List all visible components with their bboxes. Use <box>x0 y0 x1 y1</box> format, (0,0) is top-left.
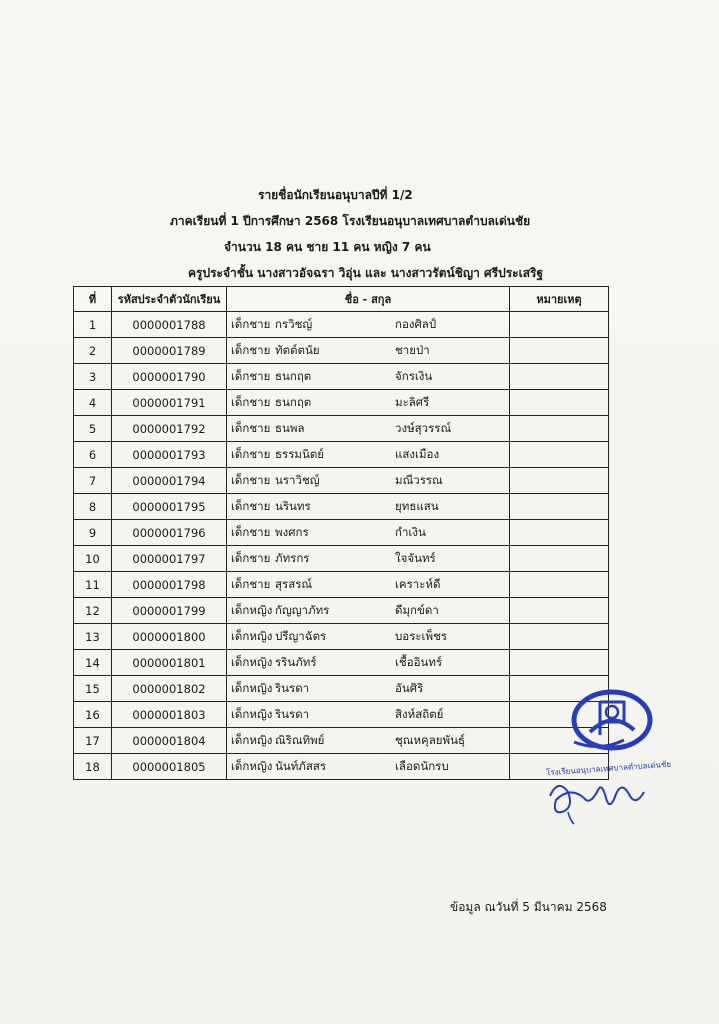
row-number: 9 <box>74 520 112 546</box>
gender-prefix: เด็กชาย <box>231 368 271 383</box>
gender-prefix: เด็กชาย <box>231 446 271 461</box>
first-name: ปรีญาฉัตร <box>275 628 327 643</box>
first-name: ธนพล <box>275 420 305 435</box>
student-name <box>227 390 510 416</box>
row-number: 4 <box>74 390 112 416</box>
student-id: 0000001793 <box>112 442 227 468</box>
last-name: บอระเพ็ชร <box>395 628 448 643</box>
student-name <box>227 728 510 754</box>
row-number: 1 <box>74 312 112 338</box>
last-name: ใจจันทร์ <box>395 550 436 565</box>
table-row <box>74 728 609 754</box>
student-name <box>227 520 510 546</box>
student-id: 0000001797 <box>112 546 227 572</box>
last-name: สิงห์สถิตย์ <box>395 706 444 721</box>
gender-prefix: เด็กชาย <box>231 498 271 513</box>
first-name: นราวิชญ์ <box>275 472 320 487</box>
student-name <box>227 572 510 598</box>
note-cell <box>510 390 609 416</box>
column-header-student-id: รหัสประจำตัวนักเรียน <box>112 287 227 312</box>
last-name: วงษ์สุวรรณ์ <box>395 420 452 435</box>
note-cell <box>510 442 609 468</box>
last-name: มะลิศรี <box>395 394 430 409</box>
count-line: จำนวน 18 คน ชาย 11 คน หญิง 7 คน <box>224 240 431 254</box>
first-name: ธนกฤต <box>275 368 312 383</box>
first-name: นรินทร <box>275 498 311 513</box>
note-cell <box>510 598 609 624</box>
table-row <box>74 702 609 728</box>
row-number: 17 <box>74 728 112 754</box>
first-name: สุรสรณ์ <box>275 576 313 591</box>
last-name: กำเงิน <box>395 524 426 539</box>
student-id: 0000001802 <box>112 676 227 702</box>
gender-prefix: เด็กชาย <box>231 472 271 487</box>
student-name <box>227 702 510 728</box>
row-number: 2 <box>74 338 112 364</box>
gender-prefix: เด็กชาย <box>231 420 271 435</box>
first-name: กรวิชญ์ <box>275 316 313 331</box>
student-id: 0000001803 <box>112 702 227 728</box>
first-name: นันท์ภัสสร <box>275 758 327 773</box>
gender-prefix: เด็กหญิง <box>231 732 273 747</box>
student-name <box>227 494 510 520</box>
last-name: แสงเมือง <box>395 446 440 461</box>
student-id: 0000001795 <box>112 494 227 520</box>
first-name: ธรรมนิตย์ <box>275 446 325 461</box>
student-name <box>227 364 510 390</box>
table-row <box>74 572 609 598</box>
gender-prefix: เด็กชาย <box>231 550 271 565</box>
last-name: ยุทธแสน <box>395 498 439 513</box>
student-name <box>227 650 510 676</box>
table-row <box>74 754 609 780</box>
table-row <box>74 650 609 676</box>
row-number: 10 <box>74 546 112 572</box>
last-name: ชุณหคุลยพันธุ์ <box>395 732 465 747</box>
note-cell <box>510 546 609 572</box>
first-name: ทัตต์ตนัย <box>275 342 320 357</box>
student-id: 0000001789 <box>112 338 227 364</box>
student-id: 0000001804 <box>112 728 227 754</box>
last-name: เลือดนักรบ <box>395 758 449 773</box>
table-row <box>74 494 609 520</box>
row-number: 3 <box>74 364 112 390</box>
student-name <box>227 416 510 442</box>
last-name: เชื้ออินทร์ <box>395 654 443 669</box>
student-name <box>227 754 510 780</box>
gender-prefix: เด็กหญิง <box>231 680 273 695</box>
gender-prefix: เด็กชาย <box>231 394 271 409</box>
gender-prefix: เด็กชาย <box>231 316 271 331</box>
student-roster-table <box>73 286 609 780</box>
table-row <box>74 520 609 546</box>
table-row <box>74 546 609 572</box>
note-cell <box>510 650 609 676</box>
student-id: 0000001799 <box>112 598 227 624</box>
note-cell <box>510 312 609 338</box>
row-number: 6 <box>74 442 112 468</box>
first-name: ภัทรกร <box>275 550 310 565</box>
student-id: 0000001800 <box>112 624 227 650</box>
table-row <box>74 624 609 650</box>
table-row <box>74 676 609 702</box>
row-number: 16 <box>74 702 112 728</box>
gender-prefix: เด็กหญิง <box>231 706 273 721</box>
gender-prefix: เด็กหญิง <box>231 602 273 617</box>
table-row <box>74 338 609 364</box>
gender-prefix: เด็กหญิง <box>231 628 273 643</box>
note-cell <box>510 468 609 494</box>
table-row <box>74 468 609 494</box>
student-name <box>227 338 510 364</box>
first-name: ณิริณทิพย์ <box>275 732 325 747</box>
row-number: 7 <box>74 468 112 494</box>
row-number: 15 <box>74 676 112 702</box>
table-header-row <box>74 287 609 312</box>
student-name <box>227 676 510 702</box>
student-name <box>227 468 510 494</box>
gender-prefix: เด็กหญิง <box>231 654 273 669</box>
last-name: เคราะห์ดี <box>395 576 441 591</box>
student-id: 0000001805 <box>112 754 227 780</box>
first-name: รรินภัทร์ <box>275 654 317 669</box>
table-row <box>74 390 609 416</box>
student-id: 0000001792 <box>112 416 227 442</box>
student-id: 0000001794 <box>112 468 227 494</box>
note-cell <box>510 624 609 650</box>
gender-prefix: เด็กหญิง <box>231 758 273 773</box>
student-id: 0000001796 <box>112 520 227 546</box>
column-header-note: หมายเหตุ <box>510 287 609 312</box>
student-id: 0000001791 <box>112 390 227 416</box>
last-name: ดีมุกข์ดา <box>395 602 439 617</box>
row-number: 11 <box>74 572 112 598</box>
table-row <box>74 312 609 338</box>
last-name: อันศิริ <box>395 680 424 695</box>
student-id: 0000001788 <box>112 312 227 338</box>
student-name <box>227 442 510 468</box>
row-number: 14 <box>74 650 112 676</box>
student-id: 0000001801 <box>112 650 227 676</box>
last-name: กองศิลป์ <box>395 316 437 331</box>
row-number: 18 <box>74 754 112 780</box>
title-line: รายชื่อนักเรียนอนุบาลปีที่ 1/2 <box>258 188 413 202</box>
note-cell <box>510 572 609 598</box>
student-id: 0000001790 <box>112 364 227 390</box>
note-cell <box>510 520 609 546</box>
first-name: พงศกร <box>275 524 309 539</box>
last-name: จักรเงิน <box>395 368 433 383</box>
data-date: ข้อมูล ณวันที่ 5 มีนาคม 2568 <box>450 900 607 914</box>
row-number: 8 <box>74 494 112 520</box>
last-name: มณีวรรณ <box>395 472 443 487</box>
column-header-name: ชื่อ - สกุล <box>227 287 510 312</box>
gender-prefix: เด็กชาย <box>231 342 271 357</box>
first-name: กัญญาภัทร <box>275 602 330 617</box>
column-header-no: ที่ <box>74 287 112 312</box>
handwritten-signature <box>540 768 660 828</box>
table-row <box>74 416 609 442</box>
school-seal-stamp <box>560 680 660 760</box>
row-number: 5 <box>74 416 112 442</box>
first-name: รินรดา <box>275 706 310 721</box>
gender-prefix: เด็กชาย <box>231 576 271 591</box>
row-number: 12 <box>74 598 112 624</box>
student-name <box>227 624 510 650</box>
student-id: 0000001798 <box>112 572 227 598</box>
student-name <box>227 598 510 624</box>
note-cell <box>510 416 609 442</box>
gender-prefix: เด็กชาย <box>231 524 271 539</box>
row-number: 13 <box>74 624 112 650</box>
first-name: รินรดา <box>275 680 310 695</box>
table-row <box>74 598 609 624</box>
note-cell <box>510 338 609 364</box>
table-row <box>74 364 609 390</box>
note-cell <box>510 494 609 520</box>
last-name: ชายป่า <box>395 342 430 357</box>
stamp-caption: โรงเรียนอนุบาลเทศบาลตำบลเด่นชัย <box>545 759 672 778</box>
table-body <box>74 312 609 780</box>
teacher-line: ครูประจำชั้น นางสาวอัจฉรา วิอุ่น และ นางสาวรัตน์ชิญา ศรีประเสริฐ <box>188 266 544 280</box>
table-row <box>74 442 609 468</box>
student-name <box>227 546 510 572</box>
student-name <box>227 312 510 338</box>
first-name: ธนกฤต <box>275 394 312 409</box>
note-cell <box>510 364 609 390</box>
semester-line: ภาคเรียนที่ 1 ปีการศึกษา 2568 โรงเรียนอนุบาลเทศบาลตำบลเด่นชัย <box>170 214 531 228</box>
